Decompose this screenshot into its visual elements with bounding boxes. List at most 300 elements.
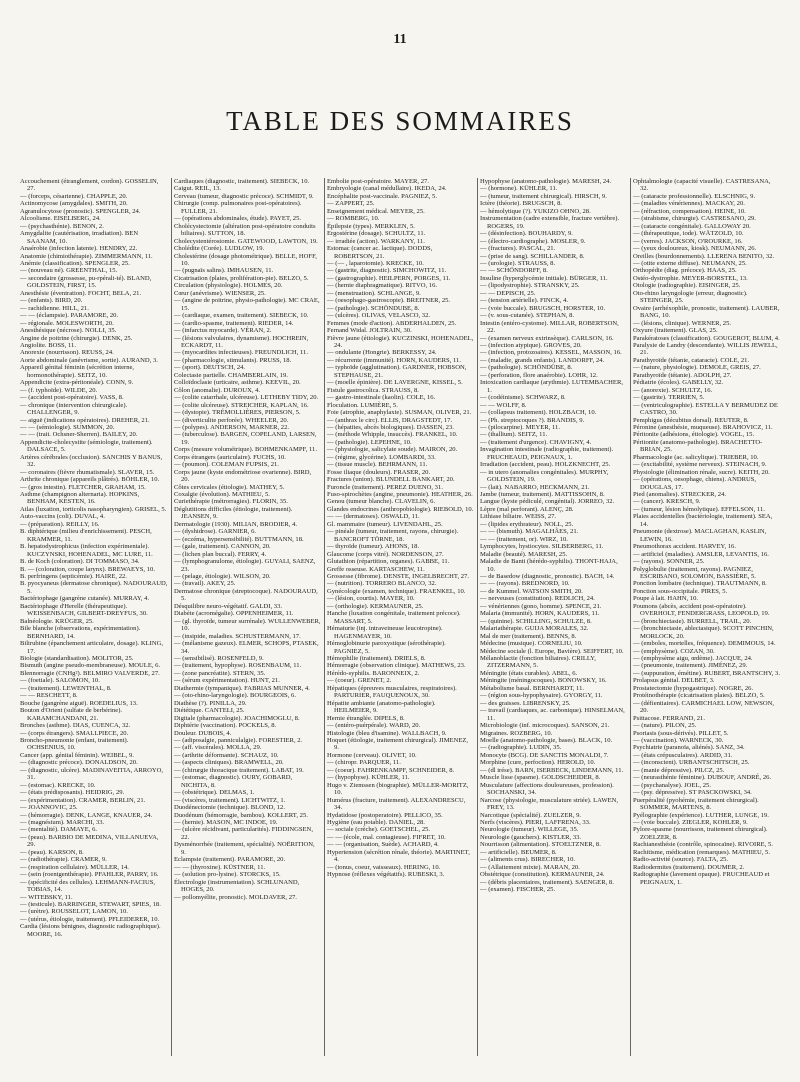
index-entry: Jambe (tumeur, traitement). MATTISSOHN, 8. xyxy=(480,491,605,499)
index-entry: — JOANNOVIC, 25. xyxy=(20,804,78,812)
index-entry: Radiodermites (traitement). DOUMER, 2. xyxy=(633,863,745,871)
index-entry: — (chiropr. PARQUER, 11. xyxy=(327,759,401,767)
index-entry: Neurologie (tumeur). WILLEGE, 35. xyxy=(480,826,579,834)
index-entry: Diphtérie (vaccination). POCKELS, 8. xyxy=(174,722,277,730)
index-entry: Estomac (cancer ac. lactique). DODDS, ROBERTSON, 21. xyxy=(327,245,433,260)
index-entry: — (cardiaque, examen, traitement). SIEBECK, 10. xyxy=(174,312,309,320)
index-entry: — rachidienne. HILL, 21. xyxy=(20,304,89,312)
index-entry: — (pathologie). LEPEHNE, 10. xyxy=(327,438,412,446)
index-entry: — (peau). KARSON, 8. xyxy=(20,848,84,856)
index-entry: Dermatose chronique (streptocoque). NADOURAUD, 5. xyxy=(174,587,318,603)
index-entry: — (dystopie). TRÉMOLLIÈRES, PIERSON, 5. xyxy=(174,409,301,417)
index-entry: — (hépatites, abcès biologiques). DASSEN, 23. xyxy=(327,423,454,431)
index-entry: Intoxication cardiaque (arythmie). LUTEMBACHER, 1. xyxy=(480,379,624,394)
index-entry: Duodénectomie (technique). BLOND, 12. xyxy=(174,804,285,812)
index-entry: — (hypophyse). KÜHLER, 11. xyxy=(327,774,410,782)
index-entry: — (psychanalyse). JOEL, 25. xyxy=(633,781,712,789)
index-entry: — (rayons). SONNER, 25. xyxy=(633,558,705,566)
index-entry: Cardia (lésions bénignes, diagnostic radiographique). MOORE, 16. xyxy=(20,923,161,938)
index-entry: — (électro-cardiographe). MOSLER, 9. xyxy=(480,237,586,245)
index-entry: — (lipodystrophie). STRANSKY, 25. xyxy=(480,282,580,290)
index-entry: — (états prédisposants). HEIDRIG, 29. xyxy=(20,789,125,797)
index-entry: Cholédite (Corée). LUDLOW, 19. xyxy=(174,245,265,253)
index-entry: — artificiel (maladies). AMSLER, LEVANTIS, 16. xyxy=(633,550,769,558)
index-entry: Parathyroïde (tétanie, cataracte). COLE, 21. xyxy=(633,356,750,364)
index-entry: — (infarctus myocarde). VÉRAN, 2. xyxy=(174,327,272,335)
index-entry: Côlon (anomalie). DUROUX, 4. xyxy=(174,386,261,394)
index-entry: Hépatiques (épreuves musculaires, respiratoires). PARTURIER, FAUQUENOUX, 30. xyxy=(327,684,457,700)
index-entry: Amygdalite (cautérisation, irradiation). BEN SAANAM, 10. xyxy=(20,230,139,245)
index-entry: — (perforation, flore anaérobie). LOHR, 12. xyxy=(480,371,598,379)
index-entry: Hémoglobinurie paroxystique (sérothérapie). PAGNIEZ, 5. xyxy=(327,640,446,655)
index-entry: Lèpre (mal perforant). ALENÇ, 28. xyxy=(480,505,574,513)
index-entry: — (expérimentation). CRAMER, BERLIN, 21. xyxy=(20,796,146,804)
index-entry: — nerveuses (constitution). REDLICH, 24. xyxy=(480,595,595,603)
index-entry: — (estomac, diagnostic). OURY, GOBARD, NICHITA, 8. xyxy=(174,774,293,789)
index-entry: — (verres). JACKSON, O'ROURKE, 16. xyxy=(633,237,743,245)
index-entry: Hygiène (eau potable). DANIEL, 28. xyxy=(327,818,425,826)
index-entry: Électrologie (instrumentation). SCHLUNAND, HOGES, 20. xyxy=(174,878,300,894)
index-entry: Malariathérapie. GUIJA MORALES, 32. xyxy=(480,625,589,633)
index-entry: Poupe à lait. HAHN, 10. xyxy=(633,595,699,603)
index-entry: Glandes endocrines (anthropobiologie). RIEBOLD, 10. xyxy=(327,505,474,513)
index-entry: Appendicite-cholecystite (sémiologie, traitement). DALSACE, 5. xyxy=(20,438,153,454)
index-entry: Floculation. LUMIÈRE, 5. xyxy=(327,401,398,409)
index-entry: Femmes (mode d'action). ABDERHALDEN, 25. xyxy=(327,319,457,327)
index-entry: — (pilocarpine). MEYER, 11. xyxy=(480,423,560,431)
index-entry: Monocyte (BCG). DE SANCTIS MONALDI, 7. xyxy=(480,751,609,759)
index-entry: — — (thyroxine). KÜSTNER, 11. xyxy=(174,863,266,871)
index-entry: — travail (cardiaques, ac. carbonique). HINSELMAN, 11. xyxy=(480,707,625,722)
index-entry: Parakératoses (classification). GOUGEROT, BLUM, 4. xyxy=(633,334,780,342)
index-entry: Maladie (beauté). MARESH, 25. xyxy=(480,550,568,558)
index-entry: — chronique (intervention chirurgicale). CHALLENGER, 9. xyxy=(20,401,128,417)
index-entry: Auto-vaccins (coli). DUVAL, 4. xyxy=(20,513,105,521)
index-entry: — (pathologie). SCHÖNDÜBE, 8. xyxy=(480,364,573,372)
index-entry: — (radiographie). LUDIN, 35. xyxy=(480,744,562,752)
index-entry: — ZAPPERT, 25. xyxy=(327,200,375,208)
index-entry: — (régime, glycérine). LOMBARDI, 33. xyxy=(327,453,436,461)
index-entry: Balnéologie. KRÜGER, 25. xyxy=(20,617,94,625)
index-entry: — (hernie diaphragmatique). RITVO, 16. xyxy=(327,282,438,290)
index-entry: — irradiée (action). WARKANY, 11. xyxy=(327,237,425,245)
index-entry: — (bronchiectasie, ablectasique). SCOTT PINCHIN, MORLOCK, 20. xyxy=(633,625,774,640)
index-entry: Oreilles (bourdonnements). LLERENA BENITO, 32. xyxy=(633,252,775,260)
index-entry: Rachitisme, médication (remarques). MATHIEU, 5. xyxy=(633,848,770,856)
index-entry: — (maladies vénériennes). MACKAY, 20. xyxy=(633,200,745,208)
index-entry: Mélanoblactie (fonction biliaires). CRILLY, ZITZERMANN, 5. xyxy=(480,655,596,670)
index-entry: Hugo v. Ziemssen (biographie). MÜLLER-MORITZ, 10. xyxy=(327,781,469,797)
index-entry: — (opérations, oesophage, chiens). ANDRUS, DOUGLAS, 17. xyxy=(633,476,757,491)
index-entry: — (lésions, clinique). WERNER, 25. xyxy=(633,319,732,327)
index-entry: Péronine (anesthésie, muqueuse). BRAHOVICZ, 11. xyxy=(633,423,773,431)
index-entry: — in utero (anomalies congénitales). MURPHY, GOLDSTEIN, 19. xyxy=(480,468,609,484)
index-entry: — (suppuration, émétine). RUBERT, BRANTSCHY, 3. xyxy=(633,669,780,677)
index-entry: — hémolytique (?). YUKIZO OHNO, 28. xyxy=(480,207,591,215)
index-entry: Ovaire (arrhéxophile, pronostic, traitement). LAUBER, BANG, 10. xyxy=(633,304,780,320)
index-entry: — (orthologie). KERMAUNER, 25. xyxy=(327,602,424,610)
index-entry: B. diphtérique (milieu d'enrichissement). PESCH, KRAMMER, 11. xyxy=(20,528,152,543)
index-entry: — (viscères, traitement). LICHTWITZ, 1. xyxy=(174,796,286,804)
index-entry: Gynécologie (examen, technique). FRAENKEL, 10. xyxy=(327,587,466,595)
index-entry: — (lait). NABARRO, HECKMANN, 21. xyxy=(480,483,590,491)
index-entry: — — (dermatoses). OSWALD, 11. xyxy=(327,513,420,521)
index-entry: — (respiration cellulaire). MÜLLER, 14. xyxy=(20,863,129,871)
index-entry: — (cancer). KRESCH, 9. xyxy=(633,498,701,506)
index-entry: Neurologie (gauchers). KISTLER, 33. xyxy=(480,833,582,841)
index-entry: — (chirurgie thoracique traitement). LABAT, 19. xyxy=(174,766,304,774)
index-entry: — (aspects cliniques). BRAMWELL, 20. xyxy=(174,759,284,767)
index-entry: — (testicule). BARRINGER, STEWART, SPIES, 18. xyxy=(20,900,161,908)
index-entry: Anorexie (nourrisson). REUSS, 24. xyxy=(20,349,114,357)
index-entry: — (prise de sang). SCHILLANDER, 8. xyxy=(480,252,585,260)
index-entry: Fosse iliaque (douleurs). FRASER, 20. xyxy=(327,468,431,476)
index-entry: Bile blanche (observations, expérimentation). BERNHARD, 14. xyxy=(20,625,141,640)
index-entry: — (traitement). LEWENTHAL, 8. xyxy=(20,684,112,692)
index-entry: Digitale (pharmacologie). JOACHIMOGLU, 8. xyxy=(174,714,300,722)
index-entry: — gastro-intestinale (kaolin). COLE, 16. xyxy=(327,394,436,402)
index-entry: — (entéro-puérpérale). WARD, 20. xyxy=(327,722,421,730)
index-entry: — (mentalité). DAMAYE, 6. xyxy=(20,826,98,834)
index-entry: — (gale, traitement). CANNON, 20. xyxy=(174,543,271,551)
index-entry: Poumons (abcès, accident post-opératoire). OVERHOLT, FENDERGRASS, LEOPOLD, 19. xyxy=(633,602,770,618)
index-entry: — (examen). FISCHER, 25. xyxy=(480,886,556,894)
index-entry: — (débris placentaires, traitement). SAENGER, 8. xyxy=(480,878,614,886)
index-entry: — (travail). AKEY, 25. xyxy=(174,580,236,588)
index-entry: B. pyocyaneus (dermatose chronique). NADOURAUD, 5. xyxy=(20,580,168,595)
index-entry: — (pelage, étiologie). WILSON, 20. xyxy=(174,573,271,581)
index-entry: — (bronchiectasie). BURRELL, TRAIL, 20. xyxy=(633,617,752,625)
index-entry: Coxalgie (évolution). MATHIEU, 5. xyxy=(174,491,270,499)
index-entry: Pylore-spasme (nourrisson, traitement chirurgical). ZOELZER, 8. xyxy=(633,826,768,841)
index-entry: — de Basedow (diagnostic, pronostic). BACH, 14. xyxy=(480,573,615,581)
index-entry: Bouton d'Orient (sulfate de berbérine). KARAMCHANDANI, 21. xyxy=(20,707,123,722)
index-columns xyxy=(18,178,784,1056)
index-entry: — — (bismuth). MAGALHÃES, 21. xyxy=(480,528,579,536)
index-entry: — (mélanisme gazeux). ELMER, SCHOPS, PTASEK, 34. xyxy=(174,640,319,655)
index-entry: Arthrite chronique (appareils plâtrés). BÖHLER, 10. xyxy=(20,476,160,484)
index-entry: Hypophyse (anatomo-pathologie). MARESH, 24. xyxy=(480,178,612,185)
index-entry: — — (trait. Ochsner-Sherren). BAILEY, 20. xyxy=(20,431,138,439)
index-entry: Accouchement (étranglement, cordon). GOSSELIN, 27. xyxy=(20,178,159,193)
index-entry: Bactériophage d'Herelle (thérapeutique). WEISSENBACH, GILBERT-DREYFUS, 30. xyxy=(20,602,148,618)
index-entry: — (forceps, césarienne). CHAPPLE, 20. xyxy=(20,192,128,200)
index-entry: Narcotique (spécialité). ZUELZER, 9. xyxy=(480,811,582,819)
index-entry: — (colite catarrhale, ulcéreuse). LETHEBY TIDY, 20. xyxy=(174,394,319,402)
index-entry: — (excitabilité, système nerveux). STEINACH, 9. xyxy=(633,461,767,469)
index-entry: Grossesse (fibrome). DENSTE, INGELBRECHT, 27. xyxy=(327,573,469,581)
index-entry: Intestin (entéro-cystome). MILLAR, ROBERTSON, 22. xyxy=(480,319,619,335)
index-entry: — (lésion, courtis). MAYER, 10. xyxy=(327,595,415,603)
index-entry: — (infection atypique). GROVES, 20. xyxy=(480,341,582,349)
index-entry: — (obstétrique). DELMAS, 1. xyxy=(174,789,255,797)
index-entry: Fistule gastrocolica. STRAUSS, 8. xyxy=(327,386,419,394)
index-entry: — (états crépusculaires). ARDID, 31. xyxy=(633,751,733,759)
index-entry: Broncho-pneumonie (enfant, traitement). OCHSENIUS, 10. xyxy=(20,736,129,752)
index-entry: Hormone (cerveau). OLIVET, 10. xyxy=(327,751,417,759)
index-entry: — WITEBSKY, 11. xyxy=(20,893,73,901)
index-entry: Corps jaune (kyste endométriose ovarienne). BIRD, 20. xyxy=(174,468,312,484)
index-entry: Pharmacologie (ac. salicylique). TRIEBER, 10. xyxy=(633,453,759,461)
index-entry: — (urètre). ROUSSELOT, LAMON, 10. xyxy=(20,908,128,916)
index-entry: Pneumothorax accident. HARVEY, 16. xyxy=(633,543,737,551)
index-entry: Diabète (acromégalie). OPPENHEIMER, 11. xyxy=(174,610,294,618)
index-entry: Protéinothérapie (cicatrisation plaies). BELZO, 5. xyxy=(633,692,765,700)
index-entry: Diathèse (?). PINILLA, 29. xyxy=(174,699,247,707)
index-entry: — — (rayons). BREDNORD, 10. xyxy=(480,580,570,588)
index-entry: Diathermie (tympanique). FABRIAS MUNNER, 4. xyxy=(174,684,310,692)
index-entry: — (diverticulite perforée). WHEELER, 20. xyxy=(174,416,289,424)
index-entry: Désquilibre neuro-végétatif. GALDI, 33. xyxy=(174,602,283,610)
index-entry: — (voie buccale). BRUGSCH, HORSTER, 10. xyxy=(480,304,606,312)
index-entry: Fuso-spirochètes (angine, pneumonie). HEATHER, 26. xyxy=(327,491,473,499)
index-entry: Corps (mesure volumétrique). BOHMENKAMPF, 11. xyxy=(174,446,317,454)
index-entry: B. perfringens (septicémie). HAIRE, 22. xyxy=(20,573,127,581)
index-entry: — récurrente (immunité). HORN, KAUDERS, 11. xyxy=(327,356,461,364)
index-entry: — (aff. viscérales). MOLLA, 29. xyxy=(174,744,262,752)
index-entry: Hypertension (sécrétion rénale, théorie). MARTINET, 4. xyxy=(327,848,470,864)
index-entry: — (adiposalgie, panniculalgie). FORESTIER, 2. xyxy=(174,736,303,744)
index-entry: Musculature (affections douloureuses, profession). SOCHANSKI, 34. xyxy=(480,781,614,797)
index-entry: Gl. mammaire (tumeur). LIVENDAHL, 25. xyxy=(327,520,443,528)
index-entry: — (pathologie). SCHÖNDUBE, 8. xyxy=(327,304,420,312)
index-entry: Cardiaques (diagnostic, traitement). SIEBECK, 10. xyxy=(174,178,310,185)
index-entry: Appareil génital féminin (sécrétion interne, hormonothérapie). SEITZ, 10. xyxy=(20,364,135,379)
index-entry: B. — (coloration, coupe larynx). BREWAEYS, 10. xyxy=(20,565,155,573)
index-entry: — (dyshidrose). GARNIER, 6. xyxy=(174,528,257,536)
index-entry: Bilirubine (épanchement articulaire, dosage). KLING, 17. xyxy=(20,640,163,655)
index-entry: Hoquet (étiologie, traitement chirurgical). JIMENEZ, 9. xyxy=(327,736,469,752)
index-entry: Anaérobie (infection latente). HENDRY, 22. xyxy=(20,245,138,253)
index-entry: — (gl. thyroïde, tumeur surrénale). WULLENWEBER, 10. xyxy=(174,617,321,633)
index-entry: Cholécystectomie (altération post-opératoire conduits biliaires). SUTTON, 18. xyxy=(174,222,316,238)
index-entry: Foie (atrophie, anaphylaxie). SUSMAN, OLIVER, 21. xyxy=(327,409,472,417)
index-entry: — (collapsus traitement). HOLZBACH, 10. xyxy=(480,409,597,417)
index-entry: Pemphigus (décubitus dorsal). REUTER, 8. xyxy=(633,416,749,424)
index-entry: Orthopédie (diag. précoce). HAAS, 25. xyxy=(633,267,737,275)
index-entry: Oxyure (traitement). GLAS, 25. xyxy=(633,327,718,335)
index-entry: — (insipide, maladies. SCHUSTERMANN, 17. xyxy=(174,632,301,640)
index-entry: Microbiologie (inf. microcoques). SANSON, 21. xyxy=(480,722,610,730)
index-entry: — — RESCHETT, 8. xyxy=(20,692,78,700)
index-entry: Embryologie (canal médullaire). IKEDA, 24. xyxy=(327,185,447,193)
index-entry: — (v. sous-cutanée). STEPHAN, 8. xyxy=(480,312,575,320)
index-entry: — (solution pro-lysine). STORCKS, 15. xyxy=(174,871,281,879)
index-entry: Fractures (union). BLUNDELL BANKART, 20. xyxy=(327,476,455,484)
index-entry: Eclampsie (traitement). PARAMORE, 20. xyxy=(174,856,286,864)
index-entry: Circulation (physiologie). HOLMES, 20. xyxy=(174,282,283,290)
index-entry: — (maladie, grands enfants). LANDORFF, 24. xyxy=(480,356,605,364)
index-entry: Asthme (champignon alternaria). HOPKINS, BENHAM, KESTEN, 16. xyxy=(20,491,140,506)
index-entry: Pédiatrie (écoles). GABELLY, 32. xyxy=(633,379,724,387)
index-entry: — (anorexie). SCHULTZ, 16. xyxy=(633,386,713,394)
index-entry: Colloïdoclasie (urticaire, asthme). KEEVIL, 20. xyxy=(174,379,301,387)
index-entry: Radio-activité (source). FALTA, 25. xyxy=(633,856,729,864)
index-entry: — — WOLFF, 8. xyxy=(480,401,527,409)
index-entry: Genou (tumeur blanche). CLAVELIN, 6. xyxy=(327,498,436,506)
index-entry: — (anthrax le circ). ELLIS, DRAGSTEDT, 17. xyxy=(327,416,453,424)
index-entry: — (psychasthénie). BENON, 2. xyxy=(20,222,104,230)
index-entry: Ophtalmologie (capacité visuelle). CASTRESANA, 32. xyxy=(633,178,771,193)
index-entry: Maladie de Banti (hérédo-syphilis). THONT-HAJA, 10. xyxy=(480,558,618,573)
index-entry: — coronaires (fièvre rhumatismale). SLAVER, 15. xyxy=(20,468,155,476)
index-entry: Enseignement médical. MEYER, 25. xyxy=(327,207,425,215)
index-entry: — (myocardites infectieuses). FREUNDLICH, 11. xyxy=(174,349,308,357)
index-entry: Humérus (fracture, traitement). ALEXANDRESCU, 34. xyxy=(327,796,466,812)
index-entry: — (infection, protozoaires). KESSEL, MASSON, 16. xyxy=(480,349,622,357)
index-entry: Aorte abdominale (anévrisme, sortie). AURAND, 3. xyxy=(20,356,158,364)
index-entry: — (oto-rhino-laryngologie). BOURGEOIS, 6. xyxy=(174,692,296,700)
index-entry: Greffe osseuse. KARTASCHEW, 11. xyxy=(327,565,425,573)
index-entry: Irradiation (accident, peau). HOLZKNECHT, 25. xyxy=(480,461,611,469)
index-entry: — (diagnostic précoce). DONALDSON, 20. xyxy=(20,759,138,767)
index-entry: Pneumonie (dextrose). MACLAGHAN, KASLIN, LEWIN, 16. xyxy=(633,528,767,543)
index-entry: B. hepatodystrophicus (infection expérimentale). KUCZYNSKI, HOHENADEL, MC LURE, 11. xyxy=(20,543,153,558)
index-entry: Hernie étranglée. DIPELS, 8. xyxy=(327,714,405,722)
index-entry: — (eczéma, hypersensibilité). BUTTMANN, 18. xyxy=(174,535,304,543)
index-entry: Migraines. ROZBERG, 10. xyxy=(480,729,553,737)
index-entry: — (yeux douloureux, kiosk). NEUMANN, 26. xyxy=(633,245,757,253)
index-entry: — (moelle épinière). DE LAVERGNE, KISSEL, 5. xyxy=(327,379,463,387)
index-entry: — (radiothérapie). CRAMER, 9. xyxy=(20,856,107,864)
index-entry: Histologie (bleu d'isamine). WALLBACH, 9. xyxy=(327,729,447,737)
index-entry: — (peau). BARBIO DE MEDINA, VILLANUEVA, 29. xyxy=(20,833,159,849)
index-entry: — (Ph. streptocoques ?). BRANDIS, 9. xyxy=(480,416,585,424)
index-entry: — (sérum expérimentation). HUNT, 21. xyxy=(174,677,280,685)
index-entry: — — (traitement, or). WIRZ, 10. xyxy=(480,535,568,543)
index-entry: — (— , laparotomie). KRECKE, 10. xyxy=(327,259,424,267)
index-entry: — (arthrite déformante). SCHAUZ, 10. xyxy=(174,751,279,759)
index-entry: — (thallium). SEITZ, 11. xyxy=(480,431,548,439)
index-entry: Anatomie (chimiothérapie). ZIMMERMANN, 11. xyxy=(20,252,153,260)
index-entry: — (ventriculographie). ESTELLA Y BERMUDEZ DE CASTRO, 30. xyxy=(633,401,778,417)
index-entry: Encéphalite post-vaccinale. PAGNIEZ, 5. xyxy=(327,192,437,200)
index-entry: — (tissue muscle). BEHRMANN, 11. xyxy=(327,461,428,469)
index-entry: — de Kummel. WATSON SMITH, 20. xyxy=(480,587,583,595)
index-entry: — (accident post-opératoire). VASS, 8. xyxy=(20,394,124,402)
index-entry: B. de Koch (coloration). DI TOMMASO, 34. xyxy=(20,558,140,566)
index-entry: Ostéo-dystrophie. MEYER-BORSTEL, 13. xyxy=(633,274,748,282)
index-entry: Cancer (app. génital féminin). WEIBEL, 9. xyxy=(20,751,134,759)
index-entry: — — SCHÖNDORFF, 8. xyxy=(480,267,548,275)
index-entry: Bronches (asthme). DIAS, CUENCA, 32. xyxy=(20,722,131,730)
index-entry: — (urologie). STRAUSS, 8. xyxy=(480,259,556,267)
index-entry: Moelle (anatomo-pathologie, bases). BLACK, 10. xyxy=(480,736,613,744)
index-entry: — (gros intestin). FLETCHER, GRAHAM, 15. xyxy=(20,483,146,491)
index-entry: — (lipides erythrateur). NOLL, 25. xyxy=(480,520,574,528)
index-entry: — (polypes). ANDERSON, MARNER, 22. xyxy=(174,423,290,431)
index-entry: Invagination intestinale (radiographie, traitement). FRUCHEAUD, PEIGNAUX, 1. xyxy=(480,446,614,461)
index-entry: Péritonite (anatomo-pathologie). BRACHETTO-BRIAN, 25. xyxy=(633,438,763,454)
index-entry: Psittacose. FERRAND, 21. xyxy=(633,714,705,722)
index-entry: Embolie post-opératoire. MAYER, 27. xyxy=(327,178,429,185)
index-entry: — (sport). DEUTSCH, 24. xyxy=(174,364,246,372)
index-entry: Morphine (cure, perfoction). HEROLD, 10. xyxy=(480,759,596,767)
index-entry: — (sensibilisé). ROSENFELD, 9. xyxy=(174,655,264,662)
index-entry: Bactériophage (gangrène cutanée). MURRAY, 4. xyxy=(20,595,150,603)
index-entry: — (gastrographie). HEILPERN, PORGES, 11. xyxy=(327,274,451,282)
index-entry: Caigut. REIL, 13. xyxy=(174,185,222,193)
index-entry: Paralysie de Landry (descendante). WILLIS JEWELL, 21. xyxy=(633,341,778,357)
index-entry: Cerveau (tumeur, diagnostic précoce). SCHMIDT, 9. xyxy=(174,192,314,200)
index-entry: Cicatrisation (plaies, prolifération-pie). BELZO, 5. xyxy=(174,274,309,282)
index-entry: — — (éclampsie). PARAMORE, 20. xyxy=(20,312,119,320)
index-entry: Hépatite ambiante (anatomo-pathologie). HEILMEIER, 9. xyxy=(327,699,436,715)
index-entry: — (tumeur, traitement chirurgical). HIRSCH, 9. xyxy=(480,192,607,200)
index-entry: — (otite externe diffuse). NEUMANN, 25. xyxy=(633,259,747,267)
index-entry: — (pneumonie, traitement). JIMÉNEZ, 29. xyxy=(633,662,748,670)
index-entry: — (nouveau né). GREENTHAL, 15. xyxy=(20,267,118,275)
index-entry: Bismuth (angine pseudo-membraneuse). MOULE, 6. xyxy=(20,662,161,670)
index-entry: — (quinine). SCHILLING, SCHULZE, 8. xyxy=(480,617,592,625)
index-entry: — (hormone). KÜHLER, 11. xyxy=(480,185,558,193)
index-entry: — (emphysème aigu, œdème). JACQUE, 24. xyxy=(633,655,753,662)
index-entry: Glaucome (corps vitré). NORDENSON, 27. xyxy=(327,550,444,558)
index-entry: — ondulante (Hongrie). BERKESSY, 24. xyxy=(327,349,437,357)
index-entry: — (utérus, étiologie, traitement). PFLEIDERER, 10. xyxy=(20,915,160,923)
index-entry: — (opérations abdominales, étude). PAYET, 25. xyxy=(174,215,302,223)
index-entry: Ponction sous-occipitale. PIRES, 5. xyxy=(633,587,728,595)
index-entry: — pinéale (tumeur, traitement, rayons, chirurgie). BANCROFT TÖRNE, 18. xyxy=(327,528,459,543)
index-entry: Prostatectomie (hypogastrique). NOGRE, 26. xyxy=(633,684,754,692)
index-entry: Bouche (gangrène aiguë). ROEDELIUS, 13. xyxy=(20,699,138,707)
index-entry: Agranulocytose (pronostic). SPENGLER, 24. xyxy=(20,207,141,215)
index-entry: — (dl irése). BARN, ISERBECK, LINDEMANN, 11. xyxy=(480,766,624,774)
index-entry: — (poumon). COLEMAN FUPSIS, 21. xyxy=(174,461,279,469)
index-entry: Péritonite (adhésions, étiologie). VOGEL, 15. xyxy=(633,431,755,439)
index-entry: — (fractures). PASCAL, 21. xyxy=(480,245,556,253)
index-entry: — (strabisme, chirurgie). CASTRESANO, 29. xyxy=(633,215,756,223)
index-entry: — secondaire (grossesse, pu-rpérali-té). BLAND, GOLDSTEIN, FIRST, 15. xyxy=(20,274,152,290)
index-entry: — (pugnaïs salins). IMHAUSEN, 11. xyxy=(174,267,274,275)
index-entry: Cholestérine (dosage photométrique). BELLE, HOFF, 10. xyxy=(174,252,317,267)
index-entry: — (pharmacologie, stimulants). PRUSS, 18. xyxy=(174,356,292,364)
index-entry: — — (organisation, Suède). ACHARD, 4. xyxy=(327,841,439,849)
index-entry: Nourrisson (alimentation). STOELTZNER, 8. xyxy=(480,841,601,849)
index-entry: — (zone pancréatite). STERN, 35. xyxy=(174,669,266,677)
index-entry: — (emphysème). COZAN, 30. xyxy=(633,647,715,655)
index-entry: Muscle lisse (spasme). GOLDSCHEIDER, 8. xyxy=(480,774,601,782)
index-entry: Langue (kyste pédiculé, congénital). JORREO, 32. xyxy=(480,498,615,506)
index-entry: Glutathion (répartition, organes). GABBE, 11. xyxy=(327,558,450,566)
index-entry: Hémorragie (observation clinique). MATHEWS, 23. xyxy=(327,662,466,670)
index-entry: Furoncle (traitement). PEREZ DUENO, 31. xyxy=(327,483,443,491)
index-entry: Épilepsie (types). MERKLEN, 5. xyxy=(327,222,415,230)
index-entry: — (tension artérielle). FINCK, 4. xyxy=(480,297,569,305)
index-entry: — (traitement, hypophyse). ROSENBAUM, 11. xyxy=(174,662,302,670)
index-entry: — (ulcère récidivant, particularités). FIDDINGSEN, 22. xyxy=(174,826,313,841)
index-entry: Appendicite (extra-péritonéale). CONN, 9. xyxy=(20,379,134,387)
index-entry: — régionale. MOLESWORTH, 20. xyxy=(20,319,114,327)
index-entry: — sociale (crèche). GOETSCHEL, 25. xyxy=(327,826,431,834)
index-entry: — (codéinisme). SCHWARZ, 8. xyxy=(480,394,566,402)
index-entry: Ergostérine (dosage). SCHULTZ, 11. xyxy=(327,230,426,238)
index-entry: — (préparation). REILLY, 16. xyxy=(20,520,100,528)
index-entry: Narcose (physiologie, musculature striée). LAWEN, FREY, 13. xyxy=(480,796,619,812)
index-column-2 xyxy=(171,178,324,1056)
index-entry: — (lymphogranulome, étiologie). GUYALI, SAENZ, 23. xyxy=(174,558,316,573)
index-entry: — artificielle). BEUMER, 8. xyxy=(480,848,557,856)
index-entry: — (nature). PILON, 25. xyxy=(633,722,697,730)
index-entry: — (physiologie, salicylate soude). MAIRON, 20. xyxy=(327,446,458,454)
index-entry: — des graisses. LIBRENSKY, 25. xyxy=(480,699,571,707)
index-entry: Méningite (états curables). ABEL, 6. xyxy=(480,669,578,677)
index-entry: Lymphocytes, hystiocytes. SILBERBERG, 11. xyxy=(480,543,604,551)
page-title: TABLE DES SOMMAIRES xyxy=(226,106,574,137)
index-entry: Médecine sociale (l. Europe, Bavière). SEIFFERT, 10. xyxy=(480,647,624,655)
index-entry: — (nutrition). TORRERO BLANCO, 32. xyxy=(327,580,437,588)
index-entry: Pied (anomalies). STRECKER, 24. xyxy=(633,491,727,499)
